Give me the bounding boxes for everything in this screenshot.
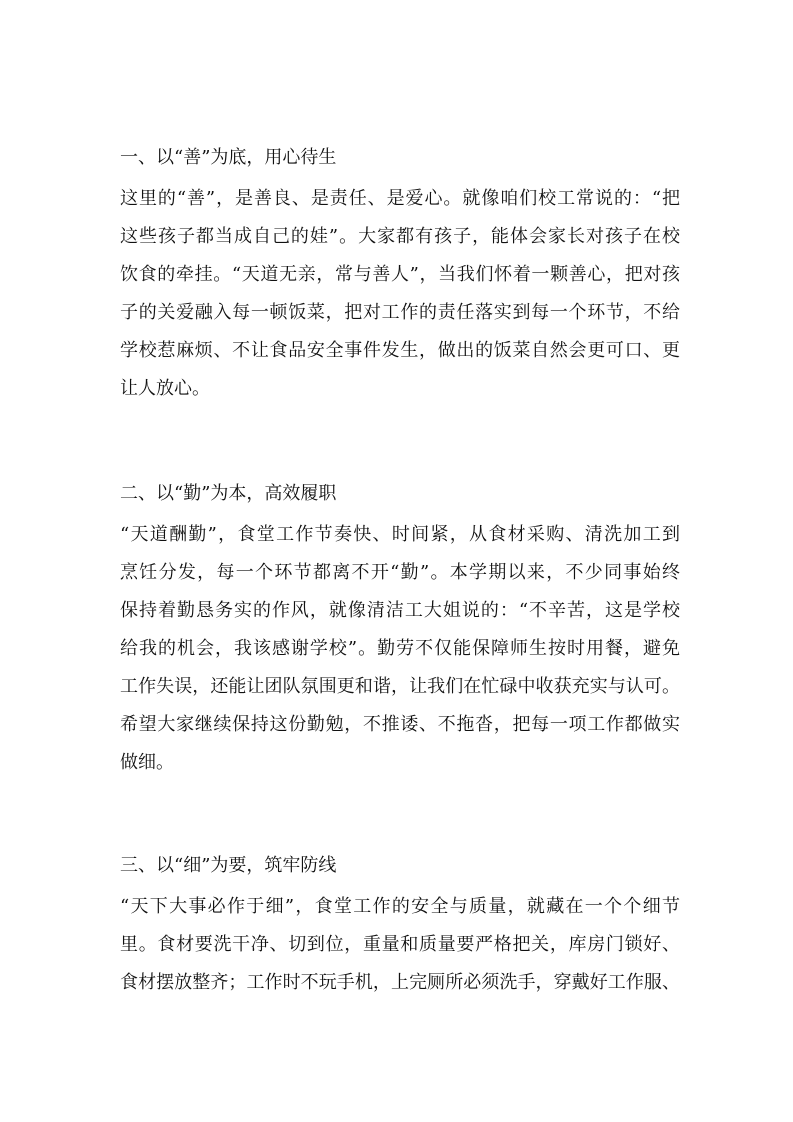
- section-1-paragraph: [120, 180, 680, 408]
- paragraph-line: 这些孩子都当成自己的娃”。大家都有孩子，能体会家长对孩子在校: [120, 226, 680, 247]
- paragraph-line: “天下大事必作于细”，食堂工作的安全与质量，就藏在一个个细节: [120, 896, 680, 917]
- paragraph-line: 食材摆放整齐；工作时不玩手机，上完厕所必须洗手，穿戴好工作服、: [120, 972, 680, 993]
- section-2-paragraph: [120, 516, 680, 782]
- paragraph-line: 饮食的牵挂。“天道无亲，常与善人”，当我们怀着一颗善心，把对孩: [120, 264, 680, 285]
- paragraph-line: 学校惹麻烦、不让食品安全事件发生，做出的饭菜自然会更可口、更: [120, 340, 680, 361]
- paragraph-line: 给我的机会，我该感谢学校”。勤劳不仅能保障师生按时用餐，避免: [120, 638, 680, 659]
- section-3-paragraph: [120, 888, 680, 1002]
- section-3-heading: 三、以“细”为要，筑牢防线: [120, 855, 337, 876]
- paragraph-line: 工作失误，还能让团队氛围更和谐，让我们在忙碌中收获充实与认可。: [120, 676, 680, 697]
- paragraph-line: 烹饪分发，每一个环节都离不开“勤”。本学期以来，不少同事始终: [120, 562, 680, 583]
- section-1-heading: 一、以“善”为底，用心待生: [120, 147, 337, 168]
- paragraph-line: 让人放心。: [120, 378, 210, 399]
- paragraph-line: 子的关爱融入每一顿饭菜，把对工作的责任落实到每一个环节，不给: [120, 302, 680, 323]
- section-2-heading: 二、以“勤”为本，高效履职: [120, 483, 337, 504]
- paragraph-line: 做细。: [120, 752, 174, 773]
- paragraph-line: 里。食材要洗干净、切到位，重量和质量要严格把关，库房门锁好、: [120, 934, 680, 955]
- paragraph-line: 保持着勤恳务实的作风，就像清洁工大姐说的：“不辛苦，这是学校: [120, 600, 680, 621]
- paragraph-line: 这里的“善”，是善良、是责任、是爱心。就像咱们校工常说的：“把: [120, 188, 680, 209]
- paragraph-line: “天道酬勤”，食堂工作节奏快、时间紧，从食材采购、清洗加工到: [120, 524, 680, 545]
- paragraph-line: 希望大家继续保持这份勤勉，不推诿、不拖沓，把每一项工作都做实: [120, 714, 680, 735]
